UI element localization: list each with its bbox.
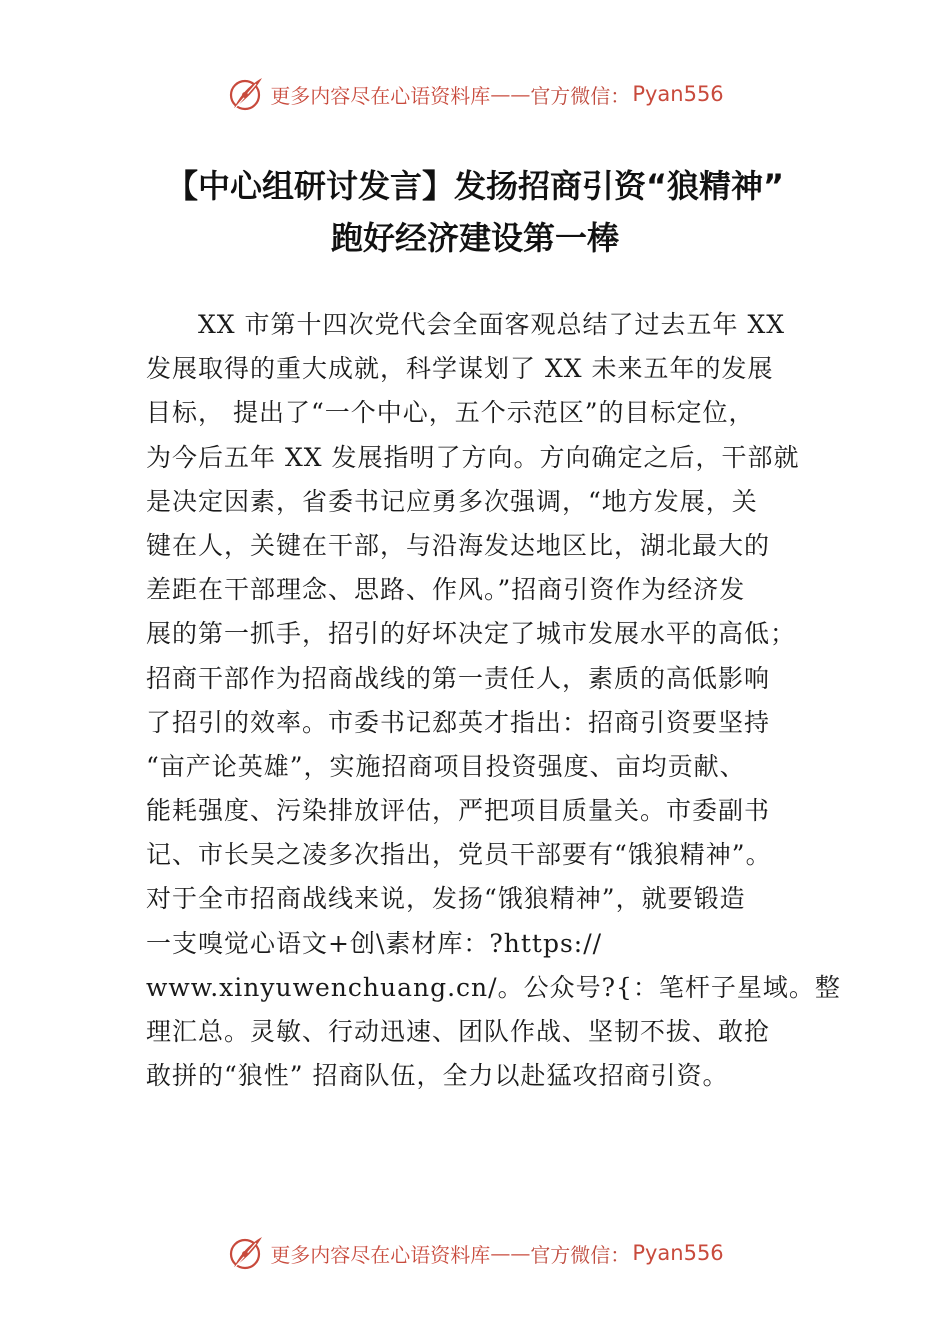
watermark-brand: 更多内容尽在心语资料库 (270, 83, 491, 108)
title-line-2: 跑好经济建设第一棒 (330, 219, 619, 257)
body-line: 展的第一抓手，招引的好坏决定了城市发展水平的高低； (146, 619, 797, 649)
feather-pen-logo-icon (226, 74, 266, 114)
body-line: 是决定因素，省委书记应勇多次强调，“地方发展，关 (146, 486, 758, 516)
body-line: 目标， 提出了“一个中心，五个示范区”的目标定位， (146, 398, 755, 428)
body-line: 招商干部作为招商战线的第一责任人，素质的高低影响 (146, 663, 771, 693)
body-line: 能耗强度、污染排放评估，严把项目质量关。市委副书 (146, 796, 771, 826)
body-line: 差距在干部理念、思路、作风。”招商引资作为经济发 (146, 575, 746, 605)
watermark-wechat-label: 官方微信： (530, 1242, 631, 1267)
body-line: 发展取得的重大成就，科学谋划了 XX 未来五年的发展 (146, 354, 774, 384)
body-line: 对于全市招商战线来说，发扬“饿狼精神”，就要锻造 (146, 884, 746, 914)
title-line-1: 【中心组研讨发言】发扬招商引资“狼精神” (165, 167, 785, 205)
body-line: 键在人，关键在干部，与沿海发达地区比，湖北最大的 (146, 530, 771, 560)
watermark-wechat-id: Pyan556 (632, 1241, 724, 1265)
watermark-brand: 更多内容尽在心语资料库 (270, 1242, 491, 1267)
body-paragraph (146, 303, 841, 1098)
body-line: www.xinyuwenchuang.cn/。公众号?{：笔杆子星域。整 (146, 972, 841, 1002)
footer-watermark (0, 1231, 950, 1275)
feather-pen-logo-icon (226, 1233, 266, 1273)
watermark-separator: —— (490, 1241, 531, 1265)
body-line: “亩产论英雄”，实施招商项目投资强度、亩均贡献、 (146, 751, 746, 781)
body-line: XX 市第十四次党代会全面客观总结了过去五年 XX (146, 310, 786, 339)
document-title (60, 160, 890, 264)
body-line: 记、市长吴之凌多次指出，党员干部要有“饿狼精神”。 (146, 840, 772, 870)
watermark-wechat-id: Pyan556 (632, 82, 724, 106)
watermark-separator: —— (490, 82, 531, 106)
body-line: 理汇总。灵敏、行动迅速、团队作战、坚韧不拔、敢抢 (146, 1017, 771, 1046)
body-line: 一支嗅觉心语文+创\素材库：?https:// (146, 928, 603, 958)
body-line: 为今后五年 XX 发展指明了方向。方向确定之后，干部就 (146, 442, 800, 472)
watermark-wechat-label: 官方微信： (530, 83, 631, 108)
body-line: 了招引的效率。市委书记郄英才指出：招商引资要坚持 (146, 707, 771, 737)
body-line: 敢拼的“狼性” 招商队伍，全力以赴猛攻招商引资。 (146, 1061, 729, 1091)
header-watermark (0, 72, 950, 116)
